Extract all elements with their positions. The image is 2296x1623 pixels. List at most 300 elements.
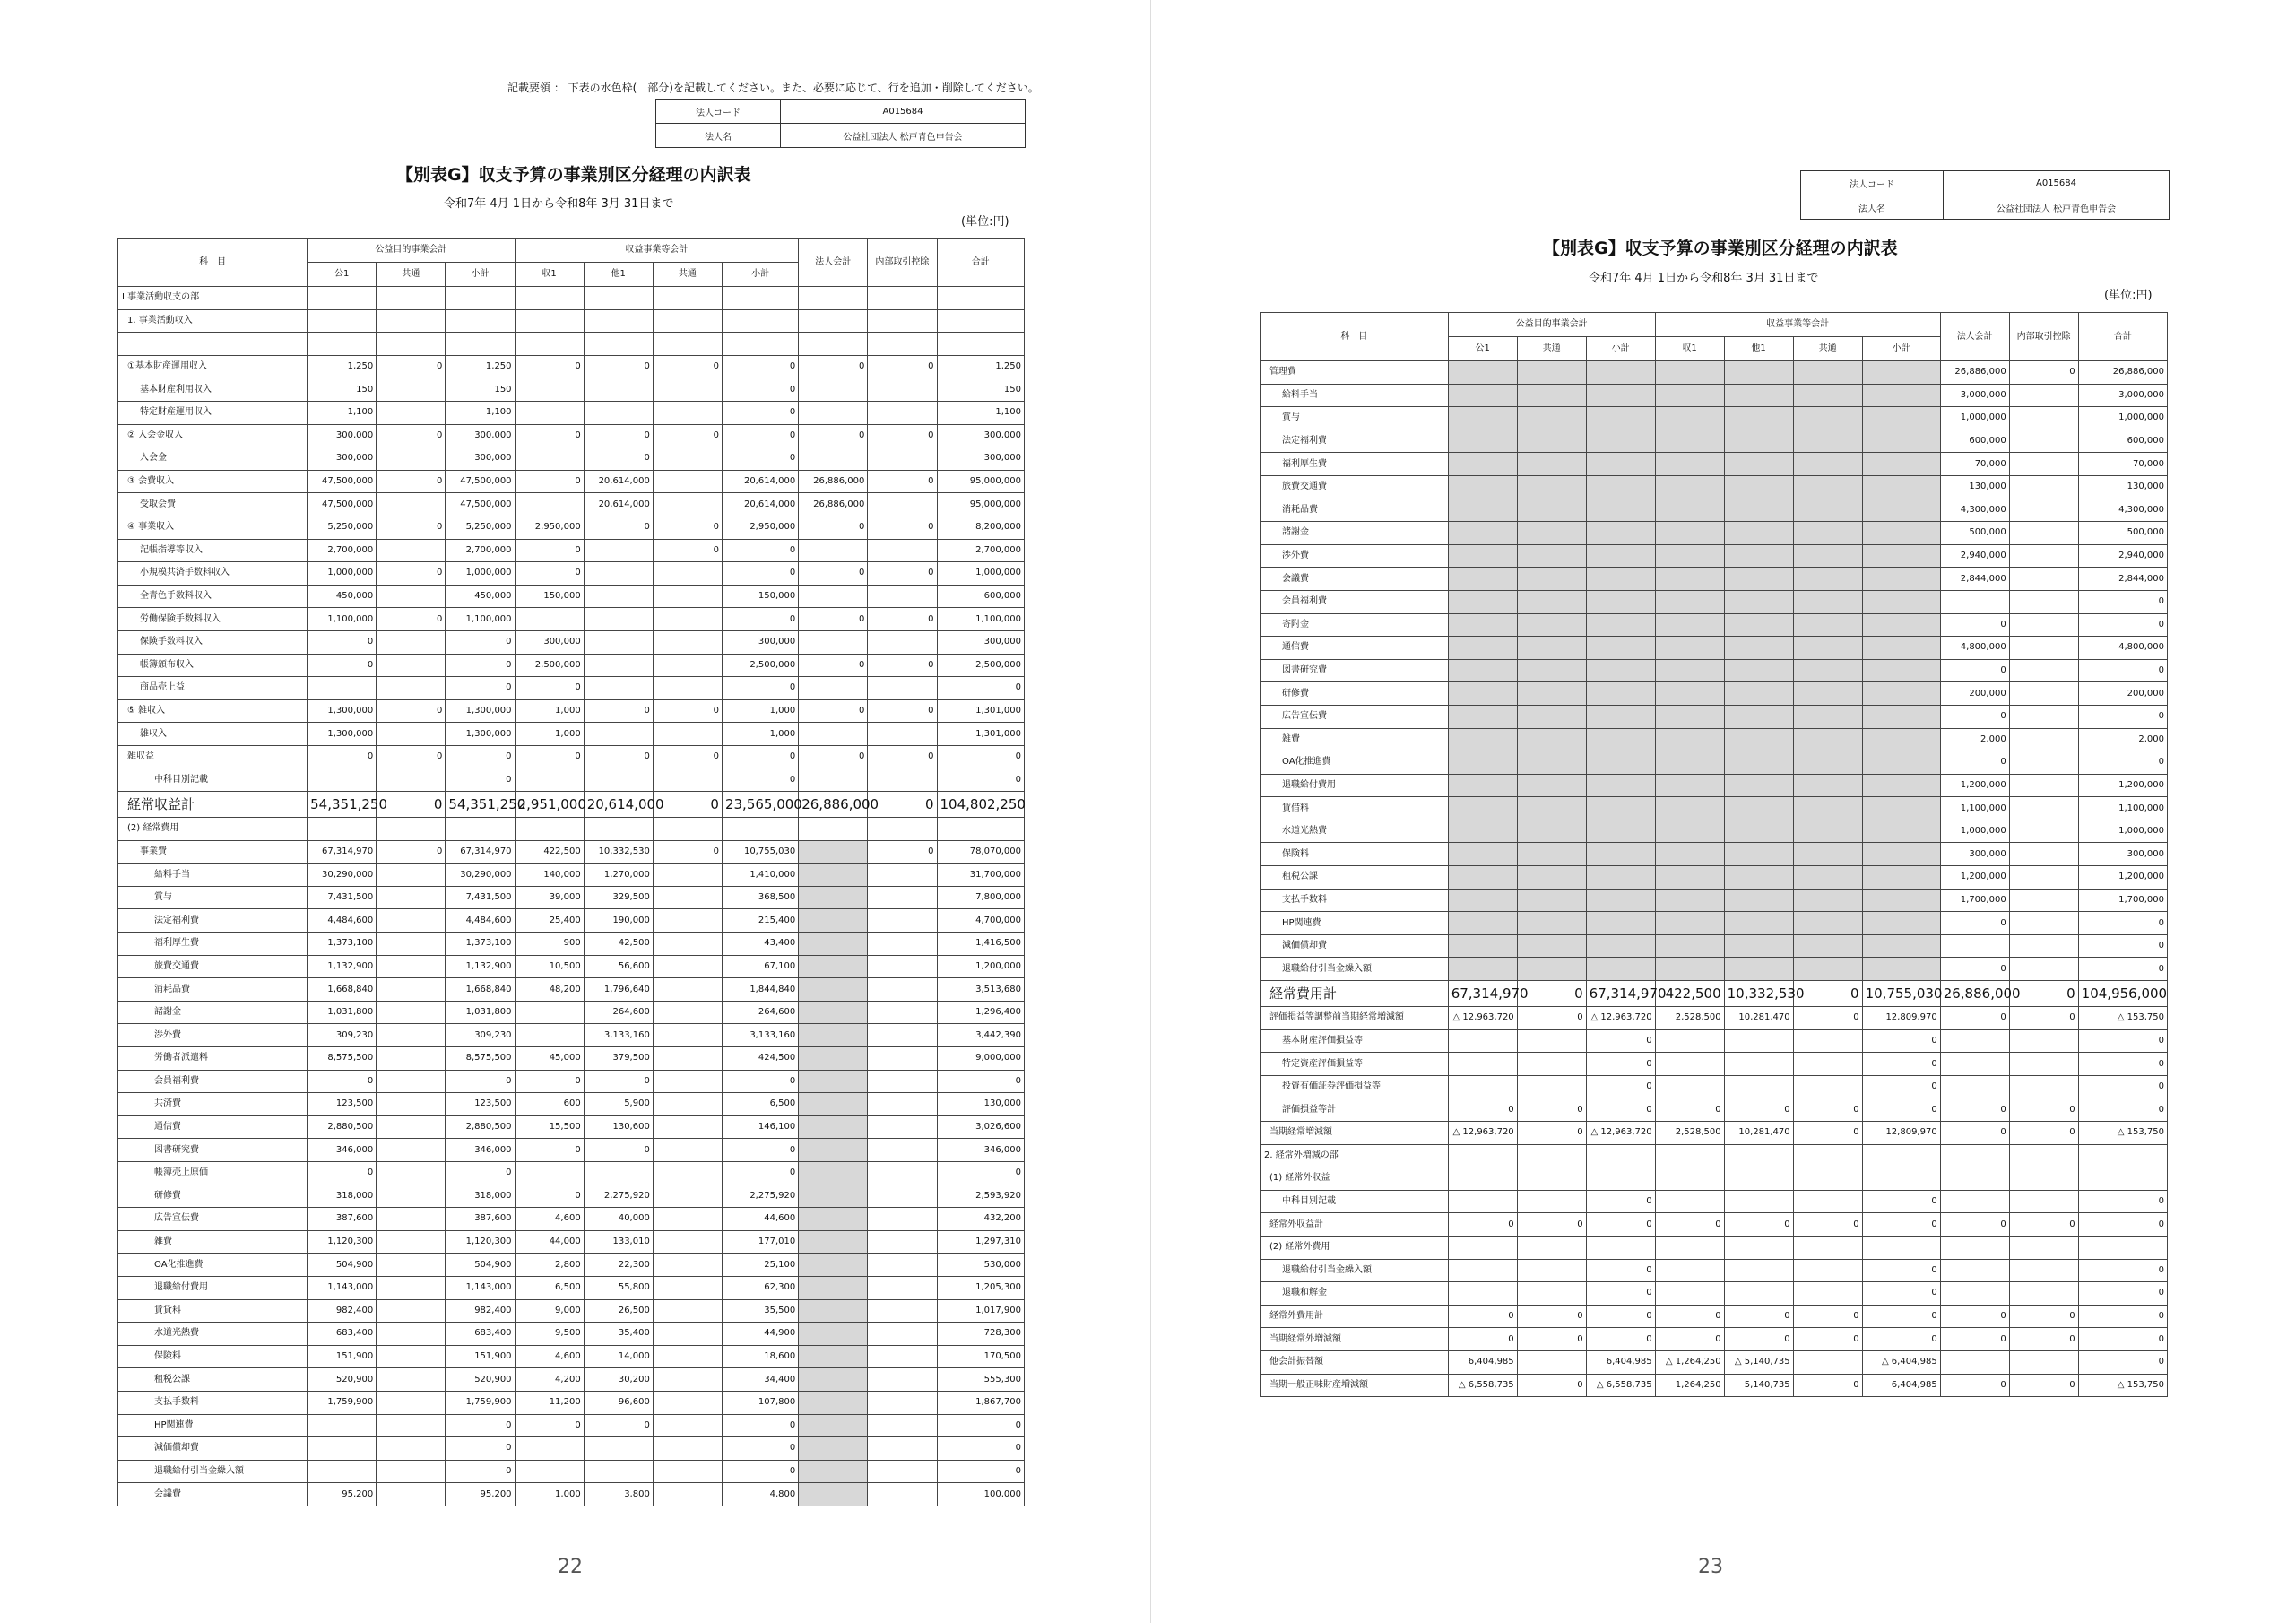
cell-value: 504,900: [446, 1254, 515, 1277]
cell-value: 0: [1517, 1328, 1586, 1351]
cell-value: 22,300: [584, 1254, 653, 1277]
corp-acct-header: 法人会計: [799, 239, 868, 287]
cell-value: 2,950,000: [722, 516, 798, 539]
cell-value: [1655, 1075, 1724, 1098]
cell-value: [653, 955, 722, 978]
cell-value: 151,900: [446, 1345, 515, 1368]
cell-value: 8,200,000: [937, 516, 1025, 539]
cell-value: 0: [446, 768, 515, 792]
table-row: [118, 447, 1025, 471]
cell-value: 20,614,000: [584, 493, 653, 516]
corp-name: 公益社団法人 松戸青色申告会: [781, 124, 1026, 148]
cell-value: [1793, 682, 1862, 706]
cell-value: 2,951,000: [515, 792, 584, 818]
cell-value: 67,314,970: [1586, 981, 1655, 1007]
cell-value: [1862, 912, 1940, 935]
table-row: [118, 562, 1025, 586]
cell-value: [868, 1414, 937, 1437]
row-label: 通信費: [1261, 637, 1449, 660]
cell-value: 0: [1655, 1328, 1724, 1351]
cell-value: [1793, 1190, 1862, 1213]
cell-value: [377, 933, 446, 956]
cell-value: 0: [722, 401, 798, 424]
cell-value: 0: [1448, 1305, 1517, 1328]
cell-value: [515, 768, 584, 792]
cell-value: 45,000: [515, 1047, 584, 1071]
period: 令和7年 4月 1日から令和8年 3月 31日まで: [444, 197, 674, 211]
cell-value: [377, 1093, 446, 1116]
corp-name-label: 法人名: [656, 124, 781, 148]
cell-value: 0: [1586, 1075, 1655, 1098]
cell-value: 300,000: [515, 630, 584, 654]
table-row: [118, 1185, 1025, 1208]
table-row: [118, 630, 1025, 654]
table-row: [1261, 1350, 2168, 1374]
cell-value: [1724, 590, 1793, 613]
cell-value: [584, 1460, 653, 1483]
cell-value: 2,700,000: [446, 539, 515, 562]
cell-value: [1793, 568, 1862, 591]
cell-value: [1793, 430, 1862, 453]
cell-value: 12,809,970: [1862, 1122, 1940, 1145]
corp-code: A015684: [1944, 171, 2170, 195]
cell-value: 0: [799, 424, 868, 447]
table-row: [118, 355, 1025, 378]
cell-value: 1,373,100: [308, 933, 377, 956]
cell-value: [1655, 774, 1724, 797]
cell-value: 0: [799, 355, 868, 378]
cell-value: 0: [584, 699, 653, 723]
cell-value: [868, 378, 937, 402]
cell-value: [653, 1391, 722, 1414]
cell-value: [868, 1185, 937, 1208]
cell-value: [1586, 475, 1655, 499]
cell-value: [1862, 774, 1940, 797]
cell-value: 0: [2009, 981, 2078, 1007]
cell-value: 0: [2078, 1282, 2167, 1306]
cell-value: 0: [1586, 1029, 1655, 1053]
cell-value: 0: [2078, 1098, 2167, 1122]
row-label: 労働者派遣料: [118, 1047, 308, 1071]
row-label: 渉外費: [118, 1024, 308, 1047]
cell-value: [1793, 522, 1862, 545]
cell-value: [1448, 774, 1517, 797]
cell-value: [868, 909, 937, 933]
cell-value: 264,600: [722, 1001, 798, 1024]
cell-value: [377, 1024, 446, 1047]
cell-value: 300,000: [937, 447, 1025, 471]
cell-value: [1862, 820, 1940, 843]
cell-value: [377, 1254, 446, 1277]
instruction-note: 記載要領 ： 下表の水色枠( 部分)を記載してください。また、必要に応じて、行を追加・削除してください。: [507, 82, 1039, 94]
cell-value: 14,000: [584, 1345, 653, 1368]
cell-value: [868, 955, 937, 978]
cell-value: [1517, 682, 1586, 706]
cell-value: 530,000: [937, 1254, 1025, 1277]
cell-value: 8,575,500: [308, 1047, 377, 1071]
cell-value: 0: [1655, 1098, 1724, 1122]
cell-value: 0: [722, 1437, 798, 1461]
cell-value: 130,000: [1940, 475, 2009, 499]
cell-value: 0: [868, 424, 937, 447]
cell-value: [377, 864, 446, 887]
cell-value: [868, 1368, 937, 1392]
cell-value: 1,000: [515, 699, 584, 723]
cell-value: [653, 287, 722, 310]
cell-value: 2,000: [2078, 728, 2167, 751]
cell-value: [1862, 499, 1940, 522]
cell-value: [377, 886, 446, 909]
cell-value: 300,000: [1940, 843, 2009, 866]
cell-value: [1517, 613, 1586, 637]
cell-value: 1,200,000: [2078, 774, 2167, 797]
cell-value: [1940, 1190, 2009, 1213]
cell-value: 0: [377, 699, 446, 723]
row-label: 全青色手数料収入: [118, 585, 308, 608]
cell-value: 0: [1940, 1213, 2009, 1237]
cell-value: 1,000,000: [2078, 407, 2167, 430]
cell-value: 0: [937, 1460, 1025, 1483]
public-group-header: 公益目的事業会計: [308, 239, 515, 263]
cell-value: [1655, 797, 1724, 820]
cell-value: [1724, 797, 1793, 820]
cell-value: △ 12,963,720: [1586, 1122, 1655, 1145]
cell-value: 20,614,000: [722, 470, 798, 493]
table-row: [1261, 1053, 2168, 1076]
cell-value: [584, 654, 653, 677]
cell-value: 0: [1586, 1098, 1655, 1122]
cell-value: △ 6,558,735: [1586, 1374, 1655, 1397]
cell-value: [1517, 958, 1586, 981]
table-row: [118, 818, 1025, 841]
cell-value: 346,000: [308, 1139, 377, 1162]
cell-value: [2078, 1144, 2167, 1167]
cell-value: 450,000: [308, 585, 377, 608]
cell-value: 25,100: [722, 1254, 798, 1277]
period: 令和7年 4月 1日から令和8年 3月 31日まで: [1589, 272, 1819, 285]
row-label: 支払手数料: [1261, 889, 1449, 912]
cell-value: 20,614,000: [584, 470, 653, 493]
cell-value: 0: [584, 1414, 653, 1437]
cell-value: [1793, 958, 1862, 981]
cell-value: [799, 1139, 868, 1162]
cell-value: [377, 1139, 446, 1162]
cell-value: [653, 1368, 722, 1392]
row-label: 労働保険手数料収入: [118, 608, 308, 631]
cell-value: [722, 333, 798, 356]
cell-value: [1448, 637, 1517, 660]
cell-value: 1,132,900: [308, 955, 377, 978]
cell-value: 387,600: [446, 1208, 515, 1231]
cell-value: 0: [937, 1414, 1025, 1437]
row-label: 寄附金: [1261, 613, 1449, 637]
cell-value: [1448, 361, 1517, 385]
cell-value: 0: [1586, 1259, 1655, 1282]
cell-value: [799, 1161, 868, 1185]
cell-value: 0: [1862, 1098, 1940, 1122]
cell-value: 0: [937, 768, 1025, 792]
cell-value: 0: [1940, 705, 2009, 728]
cell-value: [1448, 705, 1517, 728]
cell-value: [653, 608, 722, 631]
row-label: 会議費: [1261, 568, 1449, 591]
row-label: 減価償却費: [118, 1437, 308, 1461]
cell-value: 1,000,000: [308, 562, 377, 586]
cell-value: [1655, 568, 1724, 591]
cell-value: [1655, 843, 1724, 866]
cell-value: 346,000: [446, 1139, 515, 1162]
cell-value: [868, 1047, 937, 1071]
table-row: [1261, 1190, 2168, 1213]
cell-value: [2009, 613, 2078, 637]
cell-value: 0: [515, 424, 584, 447]
cell-value: [868, 864, 937, 887]
cell-value: [799, 1483, 868, 1506]
table-row: [118, 1299, 1025, 1323]
cell-value: 0: [515, 1414, 584, 1437]
cell-value: 0: [446, 1437, 515, 1461]
cell-value: 1,867,700: [937, 1391, 1025, 1414]
cell-value: 0: [377, 608, 446, 631]
cell-value: 600: [515, 1093, 584, 1116]
cell-value: [1586, 774, 1655, 797]
table-row: [118, 539, 1025, 562]
cell-value: 1,132,900: [446, 955, 515, 978]
cell-value: [653, 1345, 722, 1368]
cell-value: △ 153,750: [2078, 1007, 2167, 1030]
cell-value: 2,940,000: [2078, 544, 2167, 568]
cell-value: [1793, 912, 1862, 935]
cell-value: [653, 470, 722, 493]
cell-value: 1,000: [722, 699, 798, 723]
col-other-1: 他1: [1724, 337, 1793, 361]
table-row: [118, 309, 1025, 333]
row-label: 諸謝金: [118, 1001, 308, 1024]
cell-value: [584, 677, 653, 700]
cell-value: 1,017,900: [937, 1299, 1025, 1323]
cell-value: [653, 818, 722, 841]
cell-value: 35,400: [584, 1323, 653, 1346]
cell-value: [653, 1001, 722, 1024]
cell-value: 151,900: [308, 1345, 377, 1368]
cell-value: 300,000: [446, 447, 515, 471]
cell-value: [446, 309, 515, 333]
cell-value: 0: [446, 1161, 515, 1185]
cell-value: 422,500: [1655, 981, 1724, 1007]
cell-value: 3,000,000: [2078, 384, 2167, 407]
cell-value: 1,000: [515, 1483, 584, 1506]
table-row: [1261, 384, 2168, 407]
cell-value: 0: [1940, 659, 2009, 682]
cell-value: [2009, 912, 2078, 935]
cell-value: [868, 818, 937, 841]
cell-value: 1,000,000: [2078, 820, 2167, 843]
cell-value: [584, 333, 653, 356]
table-row: [118, 493, 1025, 516]
cell-value: [1724, 361, 1793, 385]
row-label: 投資有価証券評価損益等: [1261, 1075, 1449, 1098]
cell-value: 0: [2009, 1213, 2078, 1237]
cell-value: 130,000: [937, 1093, 1025, 1116]
cell-value: [1448, 613, 1517, 637]
cell-value: 170,500: [937, 1345, 1025, 1368]
cell-value: 0: [937, 1437, 1025, 1461]
cell-value: 3,000,000: [1940, 384, 2009, 407]
cell-value: [1862, 637, 1940, 660]
cell-value: 4,800,000: [2078, 637, 2167, 660]
cell-value: 26,886,000: [1940, 361, 2009, 385]
cell-value: [515, 447, 584, 471]
cell-value: [1793, 797, 1862, 820]
cell-value: [937, 818, 1025, 841]
row-label: ①基本財産運用収入: [118, 355, 308, 378]
table-row: [1261, 1236, 2168, 1259]
cell-value: [1724, 1282, 1793, 1306]
cell-value: [1517, 1075, 1586, 1098]
cell-value: [799, 1391, 868, 1414]
row-label: 特定資産評価損益等: [1261, 1053, 1449, 1076]
col-profit-common: 共通: [653, 263, 722, 287]
cell-value: [1655, 705, 1724, 728]
profit-group-header: 収益事業等会計: [1655, 313, 1940, 337]
cell-value: [1586, 361, 1655, 385]
cell-value: [1517, 1053, 1586, 1076]
col-profit-1: 収1: [515, 263, 584, 287]
cell-value: [1586, 590, 1655, 613]
cell-value: [1724, 613, 1793, 637]
table-row: [118, 1414, 1025, 1437]
cell-value: △ 5,140,735: [1724, 1350, 1793, 1374]
cell-value: [1724, 637, 1793, 660]
cell-value: △ 153,750: [2078, 1122, 2167, 1145]
cell-value: [799, 585, 868, 608]
cell-value: 0: [377, 792, 446, 818]
cell-value: [1724, 475, 1793, 499]
cell-value: 20,614,000: [584, 792, 653, 818]
row-label: HP関連費: [1261, 912, 1449, 935]
table-row: [1261, 1007, 2168, 1030]
cell-value: [868, 309, 937, 333]
cell-value: [377, 333, 446, 356]
cell-value: [2009, 682, 2078, 706]
table-row: [1261, 544, 2168, 568]
cell-value: [937, 287, 1025, 310]
cell-value: [1586, 613, 1655, 637]
cell-value: [2009, 590, 2078, 613]
cell-value: [1586, 705, 1655, 728]
cell-value: [1655, 1053, 1724, 1076]
cell-value: 1,200,000: [2078, 866, 2167, 890]
cell-value: [584, 378, 653, 402]
cell-value: [2009, 522, 2078, 545]
cell-value: 600,000: [937, 585, 1025, 608]
cell-value: [1655, 1259, 1724, 1282]
cell-value: [515, 1437, 584, 1461]
cell-value: 15,500: [515, 1115, 584, 1139]
cell-value: [1517, 590, 1586, 613]
cell-value: 0: [2078, 705, 2167, 728]
cell-value: [377, 955, 446, 978]
cell-value: 0: [1862, 1259, 1940, 1282]
cell-value: 0: [937, 745, 1025, 768]
cell-value: 0: [377, 424, 446, 447]
cell-value: 2,275,920: [722, 1185, 798, 1208]
cell-value: [1586, 522, 1655, 545]
cell-value: [1724, 728, 1793, 751]
cell-value: 0: [1793, 1007, 1862, 1030]
table-row: [1261, 728, 2168, 751]
cell-value: [1724, 958, 1793, 981]
row-label: 受取会費: [118, 493, 308, 516]
cell-value: [722, 818, 798, 841]
cell-value: 0: [722, 447, 798, 471]
cell-value: [1862, 544, 1940, 568]
cell-value: 54,351,250: [446, 792, 515, 818]
cell-value: [868, 1230, 937, 1254]
table-row: [1261, 613, 2168, 637]
cell-value: 67,314,970: [308, 840, 377, 864]
cell-value: 10,755,030: [722, 840, 798, 864]
cell-value: 48,200: [515, 978, 584, 1002]
cell-value: 1,301,000: [937, 723, 1025, 746]
cell-value: [1724, 866, 1793, 890]
cell-value: 30,290,000: [446, 864, 515, 887]
cell-value: [1655, 637, 1724, 660]
cell-value: 0: [1586, 1328, 1655, 1351]
cell-value: [2009, 889, 2078, 912]
table-row: [118, 1254, 1025, 1277]
cell-value: 104,956,000: [2078, 981, 2167, 1007]
cell-value: 56,600: [584, 955, 653, 978]
cell-value: 10,332,530: [1724, 981, 1793, 1007]
table-row: [1261, 659, 2168, 682]
cell-value: 300,000: [2078, 843, 2167, 866]
cell-value: 0: [584, 1139, 653, 1162]
profit-group-header: 収益事業等会計: [515, 239, 799, 263]
cell-value: 264,600: [584, 1001, 653, 1024]
row-label: 経常収益計: [118, 792, 308, 818]
cell-value: 0: [653, 516, 722, 539]
row-label: 保険手数料収入: [118, 630, 308, 654]
cell-value: [377, 1323, 446, 1346]
cell-value: [799, 333, 868, 356]
cell-value: [515, 1024, 584, 1047]
cell-value: [653, 1254, 722, 1277]
cell-value: 0: [868, 840, 937, 864]
cell-value: [653, 677, 722, 700]
cell-value: [1862, 430, 1940, 453]
cell-value: [653, 378, 722, 402]
cell-value: [1586, 407, 1655, 430]
cell-value: 3,133,160: [722, 1024, 798, 1047]
cell-value: [868, 539, 937, 562]
cell-value: [653, 447, 722, 471]
page-23: [1150, 0, 2296, 1623]
cell-value: [1448, 1029, 1517, 1053]
cell-value: 1,200,000: [1940, 866, 2009, 890]
row-label: 退職給付引当金繰入額: [1261, 958, 1449, 981]
cell-value: [1586, 958, 1655, 981]
cell-value: [1655, 453, 1724, 476]
cell-value: [584, 818, 653, 841]
row-label: 給料手当: [1261, 384, 1449, 407]
cell-value: [868, 1460, 937, 1483]
total-header: 合計: [2078, 313, 2167, 361]
cell-value: 35,500: [722, 1299, 798, 1323]
cell-value: 0: [446, 745, 515, 768]
row-label: 事業費: [118, 840, 308, 864]
table-row: [118, 886, 1025, 909]
